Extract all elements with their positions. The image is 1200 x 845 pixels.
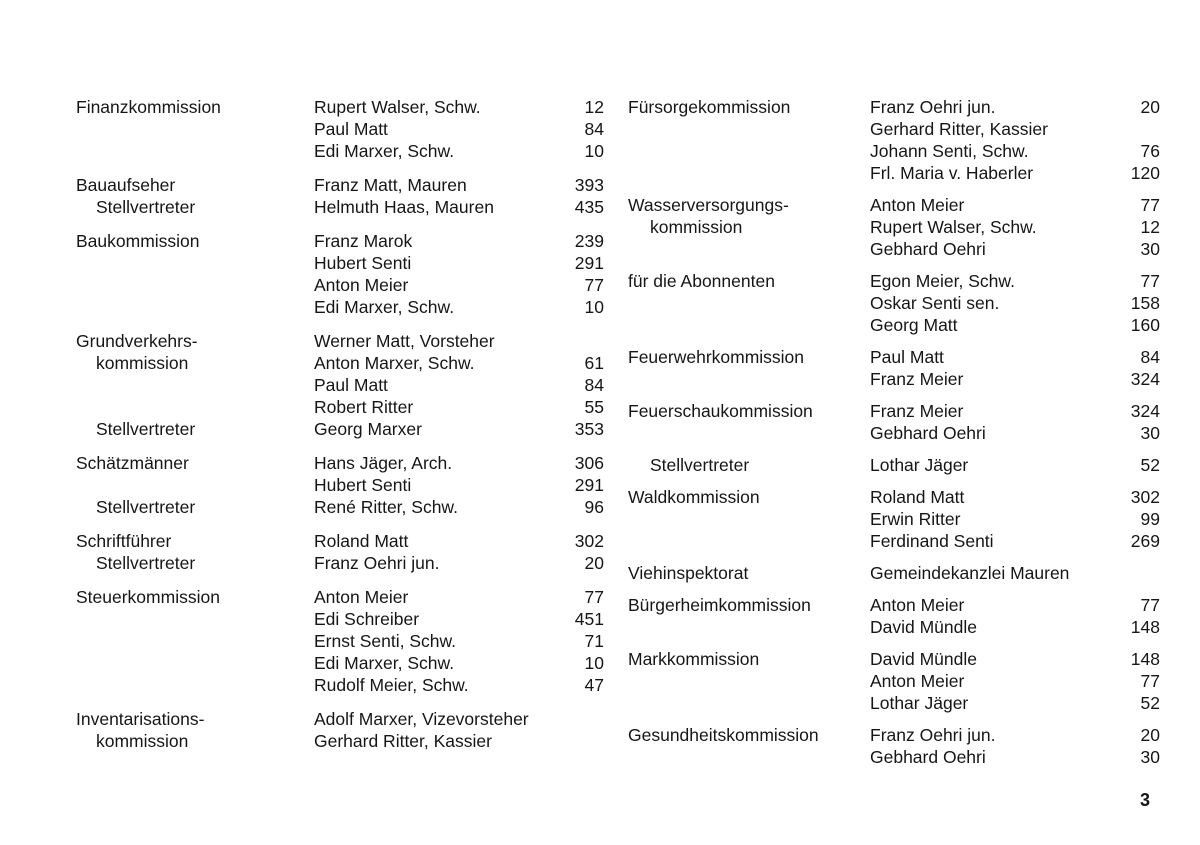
entry-row — [74, 296, 609, 318]
entry-row — [626, 422, 1166, 444]
house-number: 84 — [584, 375, 604, 395]
committee-group — [626, 648, 1166, 714]
house-number: 77 — [584, 587, 604, 607]
committee-label: Wasserversorgungs- — [628, 195, 789, 215]
member-name: Gebhard Oehri — [870, 239, 986, 259]
house-number: 77 — [1140, 671, 1160, 691]
entry-row — [74, 630, 609, 652]
member-name: Gemeindekanzlei Mauren — [870, 563, 1070, 583]
entry-row — [74, 118, 609, 140]
entry-row — [626, 216, 1166, 238]
member-name: Adolf Marxer, Vizevorsteher — [314, 709, 529, 729]
committee-group — [626, 96, 1166, 184]
house-number: 84 — [1140, 347, 1160, 367]
committee-label: Markkommission — [628, 649, 760, 669]
entry-row — [626, 530, 1166, 552]
member-name: Roland Matt — [870, 487, 965, 507]
house-number: 291 — [574, 253, 604, 273]
house-number: 148 — [1130, 617, 1160, 637]
committee-group — [74, 230, 609, 318]
member-name: Edi Marxer, Schw. — [314, 297, 455, 317]
house-number: 10 — [584, 653, 604, 673]
member-name: Paul Matt — [314, 119, 388, 139]
house-number: 302 — [1130, 487, 1160, 507]
left-column — [74, 96, 609, 752]
entry-row — [626, 96, 1166, 118]
committee-label: Inventarisations- — [76, 709, 205, 729]
member-name: Rudolf Meier, Schw. — [314, 675, 469, 695]
committee-label: Feuerschaukommission — [628, 401, 813, 421]
member-name: David Mündle — [870, 649, 977, 669]
member-name: Franz Oehri jun. — [870, 97, 996, 117]
committee-label: Stellvertreter — [96, 497, 196, 517]
house-number: 77 — [1140, 195, 1160, 215]
house-number: 84 — [584, 119, 604, 139]
member-name: Franz Matt, Mauren — [314, 175, 467, 195]
committee-label: Fürsorgekommission — [628, 97, 791, 117]
house-number: 30 — [1140, 423, 1160, 443]
member-name: Frl. Maria v. Haberler — [870, 163, 1034, 183]
member-name: Johann Senti, Schw. — [870, 141, 1029, 161]
member-name: Ernst Senti, Schw. — [314, 631, 457, 651]
committee-group — [626, 194, 1166, 260]
entry-row — [74, 474, 609, 496]
entry-row — [74, 396, 609, 418]
member-name: Roland Matt — [314, 531, 409, 551]
committee-label: Baukommission — [76, 231, 200, 251]
house-number: 30 — [1140, 239, 1160, 259]
entry-row — [626, 746, 1166, 768]
member-name: Lothar Jäger — [870, 693, 969, 713]
entry-row — [626, 270, 1166, 292]
entry-row — [626, 194, 1166, 216]
member-name: Oskar Senti sen. — [870, 293, 1000, 313]
house-number: 77 — [1140, 271, 1160, 291]
committee-group — [74, 330, 609, 440]
house-number: 99 — [1140, 509, 1160, 529]
member-name: Paul Matt — [870, 347, 944, 367]
house-number: 158 — [1130, 293, 1160, 313]
house-number: 20 — [1140, 725, 1160, 745]
member-name: Anton Meier — [870, 595, 965, 615]
member-name: Anton Marxer, Schw. — [314, 353, 475, 373]
entry-row — [626, 292, 1166, 314]
entry-row — [74, 374, 609, 396]
entry-row — [626, 724, 1166, 746]
house-number: 324 — [1130, 369, 1160, 389]
house-number: 451 — [574, 609, 604, 629]
committee-label: Schätzmänner — [76, 453, 189, 473]
house-number: 269 — [1130, 531, 1160, 551]
member-name: David Mündle — [870, 617, 977, 637]
member-name: Rupert Walser, Schw. — [870, 217, 1037, 237]
member-name: Anton Meier — [314, 275, 409, 295]
member-name: Anton Meier — [870, 671, 965, 691]
committee-label: Feuerwehrkommission — [628, 347, 805, 367]
page-number: 3 — [1140, 790, 1151, 810]
committee-label: kommission — [96, 353, 189, 373]
house-number: 20 — [584, 553, 604, 573]
house-number: 76 — [1140, 141, 1160, 161]
member-name: Franz Oehri jun. — [314, 553, 440, 573]
committee-group — [74, 452, 609, 518]
committee-label: Schriftführer — [76, 531, 172, 551]
house-number: 393 — [574, 175, 604, 195]
entry-row — [626, 562, 1166, 584]
committee-label: Bauaufseher — [76, 175, 176, 195]
committee-label: kommission — [96, 731, 189, 751]
member-name: Anton Meier — [870, 195, 965, 215]
committee-label: für die Abonnenten — [628, 271, 775, 291]
member-name: Franz Meier — [870, 401, 964, 421]
committee-group — [626, 346, 1166, 390]
entry-row — [626, 594, 1166, 616]
right-column — [626, 96, 1166, 768]
member-name: Egon Meier, Schw. — [870, 271, 1015, 291]
member-name: Gebhard Oehri — [870, 423, 986, 443]
entry-row — [626, 454, 1166, 476]
entry-row — [626, 486, 1166, 508]
entry-row — [626, 346, 1166, 368]
entry-row — [74, 274, 609, 296]
entry-row — [74, 352, 609, 374]
house-number: 10 — [584, 141, 604, 161]
entry-row — [74, 230, 609, 252]
house-number: 120 — [1130, 163, 1160, 183]
member-name: Paul Matt — [314, 375, 388, 395]
entry-row — [74, 586, 609, 608]
house-number: 324 — [1130, 401, 1160, 421]
house-number: 12 — [1140, 217, 1160, 237]
house-number: 291 — [574, 475, 604, 495]
entry-row — [74, 652, 609, 674]
member-name: Edi Marxer, Schw. — [314, 141, 455, 161]
committee-label: Grundverkehrs- — [76, 331, 198, 351]
member-name: Gerhard Ritter, Kassier — [870, 119, 1048, 139]
house-number: 306 — [574, 453, 604, 473]
entry-row — [626, 648, 1166, 670]
member-name: Franz Marok — [314, 231, 413, 251]
member-name: Franz Meier — [870, 369, 964, 389]
entry-row — [74, 674, 609, 696]
member-name: René Ritter, Schw. — [314, 497, 458, 517]
house-number: 239 — [574, 231, 604, 251]
entry-row — [626, 238, 1166, 260]
committee-label: Stellvertreter — [650, 455, 750, 475]
committee-group — [626, 594, 1166, 638]
committee-group — [626, 486, 1166, 552]
entry-row — [626, 140, 1166, 162]
house-number: 52 — [1140, 455, 1160, 475]
member-name: Lothar Jäger — [870, 455, 969, 475]
entry-row — [626, 692, 1166, 714]
member-name: Franz Oehri jun. — [870, 725, 996, 745]
entry-row — [74, 452, 609, 474]
house-number: 96 — [584, 497, 604, 517]
entry-row — [74, 530, 609, 552]
entry-row — [74, 330, 609, 352]
house-number: 160 — [1130, 315, 1160, 335]
committee-label: Stellvertreter — [96, 197, 196, 217]
member-name: Georg Matt — [870, 315, 958, 335]
entry-row — [74, 96, 609, 118]
entry-row — [74, 708, 609, 730]
house-number: 302 — [574, 531, 604, 551]
member-name: Hubert Senti — [314, 253, 412, 273]
entry-row — [626, 670, 1166, 692]
committee-group — [74, 174, 609, 218]
committee-label: Gesundheitskommission — [628, 725, 819, 745]
committee-group — [74, 530, 609, 574]
entry-row — [626, 162, 1166, 184]
entry-row — [626, 400, 1166, 422]
entry-row — [626, 314, 1166, 336]
member-name: Helmuth Haas, Mauren — [314, 197, 494, 217]
member-name: Hubert Senti — [314, 475, 412, 495]
committee-label: Waldkommission — [628, 487, 760, 507]
house-number: 20 — [1140, 97, 1160, 117]
committee-label: Finanzkommission — [76, 97, 221, 117]
member-name: Gebhard Oehri — [870, 747, 986, 767]
committee-group — [626, 270, 1166, 336]
member-name: Hans Jäger, Arch. — [314, 453, 453, 473]
entry-row — [74, 608, 609, 630]
committee-group — [626, 400, 1166, 444]
committee-label: kommission — [650, 217, 743, 237]
entry-row — [74, 174, 609, 196]
member-name: Georg Marxer — [314, 419, 422, 439]
member-name: Edi Schreiber — [314, 609, 420, 629]
house-number: 77 — [584, 275, 604, 295]
committee-group — [74, 586, 609, 696]
house-number: 148 — [1130, 649, 1160, 669]
member-name: Edi Marxer, Schw. — [314, 653, 455, 673]
committee-group — [74, 96, 609, 162]
house-number: 12 — [584, 97, 604, 117]
entry-row — [626, 368, 1166, 390]
entry-row — [626, 508, 1166, 530]
entry-row — [74, 552, 609, 574]
committee-group — [626, 454, 1166, 476]
member-name: Robert Ritter — [314, 397, 414, 417]
entry-row — [74, 418, 609, 440]
house-number: 52 — [1140, 693, 1160, 713]
member-name: Werner Matt, Vorsteher — [314, 331, 495, 351]
committee-label: Stellvertreter — [96, 419, 196, 439]
house-number: 47 — [584, 675, 604, 695]
entry-row — [74, 252, 609, 274]
member-name: Erwin Ritter — [870, 509, 961, 529]
committee-group — [74, 708, 609, 752]
entry-row — [626, 118, 1166, 140]
committee-label: Viehinspektorat — [628, 563, 749, 583]
committee-group — [626, 724, 1166, 768]
entry-row — [74, 496, 609, 518]
house-number: 30 — [1140, 747, 1160, 767]
committee-label: Steuerkommission — [76, 587, 220, 607]
entry-row — [74, 140, 609, 162]
committee-label: Stellvertreter — [96, 553, 196, 573]
member-name: Rupert Walser, Schw. — [314, 97, 481, 117]
house-number: 77 — [1140, 595, 1160, 615]
entry-row — [74, 196, 609, 218]
entry-row — [626, 616, 1166, 638]
house-number: 55 — [584, 397, 604, 417]
member-name: Gerhard Ritter, Kassier — [314, 731, 492, 751]
committee-label: Bürgerheimkommission — [628, 595, 811, 615]
committee-group — [626, 562, 1166, 584]
house-number: 353 — [574, 419, 604, 439]
house-number: 71 — [584, 631, 604, 651]
member-name: Ferdinand Senti — [870, 531, 994, 551]
house-number: 61 — [584, 353, 604, 373]
house-number: 10 — [584, 297, 604, 317]
house-number: 435 — [574, 197, 604, 217]
entry-row — [74, 730, 609, 752]
member-name: Anton Meier — [314, 587, 409, 607]
